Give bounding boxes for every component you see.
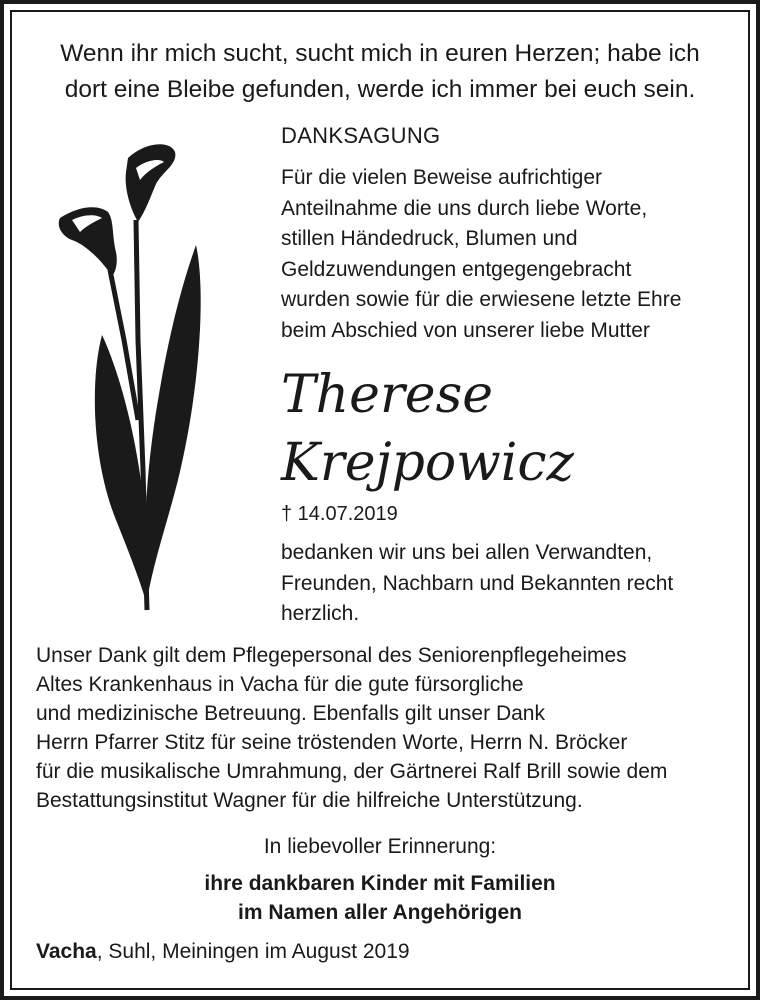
text-line: und medizinische Betreuung. Ebenfalls gilt unser Dank xyxy=(36,702,545,725)
section-heading: DANKSAGUNG xyxy=(281,123,441,148)
calla-lily-icon xyxy=(50,140,210,615)
deceased-last-name: Krejpowicz xyxy=(281,433,574,493)
signature-line: ihre dankbaren Kinder mit Familien xyxy=(204,872,556,895)
place-date-line xyxy=(36,937,410,966)
text-line: für die musikalische Umrahmung, der Gärtnerei Ralf Brill sowie dem xyxy=(36,760,668,783)
death-date: † 14.07.2019 xyxy=(281,503,398,525)
text-line: Bestattungsinstitut Wagner für die hilfreiche Unterstützung. xyxy=(36,789,583,812)
text-line: stillen Händedruck, Blumen und xyxy=(281,227,578,250)
text-line: Herrn Pfarrer Stitz für seine tröstenden Worte, Herrn N. Bröcker xyxy=(36,731,628,754)
text-line: beim Abschied von unserer liebe Mutter xyxy=(281,318,650,342)
intro-paragraph xyxy=(281,163,681,346)
signature-line: im Namen aller Angehörigen xyxy=(238,901,522,924)
text-line: bedanken wir uns bei allen Verwandten, xyxy=(281,541,653,564)
remembrance-line: In liebevoller Erinnerung: xyxy=(263,835,497,858)
text-line: Altes Krankenhaus in Vacha für die gute fürsorgliche xyxy=(36,673,524,696)
text-line: Unser Dank gilt dem Pflegepersonal des Seniorenpflegeheimes xyxy=(36,644,627,667)
family-signature xyxy=(20,869,740,927)
text-line: Anteilnahme die uns durch liebe Worte, xyxy=(281,196,648,220)
motto-verse xyxy=(20,36,740,108)
thanks-paragraph xyxy=(281,538,673,630)
text-line: Geldzuwendungen entgegengebracht xyxy=(281,257,632,281)
text-line: Für die vielen Beweise aufrichtiger xyxy=(281,166,602,189)
text-line: herzlich. xyxy=(281,602,360,625)
place-rest: , Suhl, Meiningen im August 2019 xyxy=(96,940,410,963)
deceased-first-name: Therese xyxy=(281,365,494,425)
text-line: Freunden, Nachbarn und Bekannten recht xyxy=(281,571,674,595)
acknowledgement-paragraph xyxy=(36,641,667,815)
motto-line: dort eine Bleibe gefunden, werde ich immer bei euch sein. xyxy=(64,76,696,103)
text-line: wurden sowie für die erwiesene letzte Ehre xyxy=(281,288,682,311)
place-main: Vacha xyxy=(36,940,97,963)
motto-line: Wenn ihr mich sucht, sucht mich in euren Herzen; habe ich xyxy=(60,40,700,67)
